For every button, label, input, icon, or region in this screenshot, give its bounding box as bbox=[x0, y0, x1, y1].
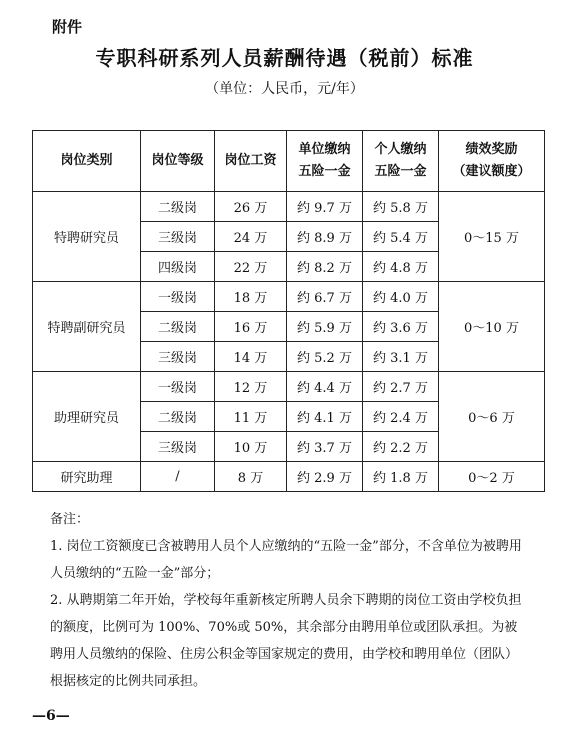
header-category: 岗位类别 bbox=[33, 131, 141, 192]
personal-fee-cell: 约 3.6 万 bbox=[363, 312, 439, 342]
category-cell: 研究助理 bbox=[33, 462, 141, 492]
table-row bbox=[33, 282, 545, 312]
personal-fee-cell: 约 4.8 万 bbox=[363, 252, 439, 282]
personal-fee-cell: 约 2.4 万 bbox=[363, 402, 439, 432]
unit-fee-cell: 约 5.9 万 bbox=[287, 312, 363, 342]
salary-cell: 22 万 bbox=[215, 252, 287, 282]
level-cell: 一级岗 bbox=[141, 282, 215, 312]
level-cell: 二级岗 bbox=[141, 312, 215, 342]
unit-fee-cell: 约 9.7 万 bbox=[287, 192, 363, 222]
bonus-cell: 0～10 万 bbox=[439, 282, 545, 372]
page-number: —6— bbox=[32, 708, 70, 724]
salary-cell: 10 万 bbox=[215, 432, 287, 462]
unit-fee-cell: 约 3.7 万 bbox=[287, 432, 363, 462]
category-cell: 特聘研究员 bbox=[33, 192, 141, 282]
salary-cell: 24 万 bbox=[215, 222, 287, 252]
salary-table bbox=[32, 130, 545, 492]
personal-fee-cell: 约 2.7 万 bbox=[363, 372, 439, 402]
bonus-cell: 0～15 万 bbox=[439, 192, 545, 282]
document-subtitle: （单位：人民币，元/年） bbox=[205, 81, 364, 97]
bonus-cell: 0～2 万 bbox=[439, 462, 545, 492]
header-unit-fee: 单位缴纳 五险一金 bbox=[287, 131, 363, 192]
personal-fee-cell: 约 4.0 万 bbox=[363, 282, 439, 312]
level-cell: 二级岗 bbox=[141, 402, 215, 432]
level-cell: 四级岗 bbox=[141, 252, 215, 282]
level-cell: 一级岗 bbox=[141, 372, 215, 402]
table-row bbox=[33, 372, 545, 402]
header-personal-fee: 个人缴纳 五险一金 bbox=[363, 131, 439, 192]
unit-fee-cell: 约 8.9 万 bbox=[287, 222, 363, 252]
note-item-1: 1. 岗位工资额度已含被聘用人员个人应缴纳的“五险一金”部分，不含单位为被聘用人员缴纳的“五险一金”部分； bbox=[50, 539, 522, 581]
table-header-row bbox=[33, 131, 545, 192]
personal-fee-cell: 约 3.1 万 bbox=[363, 342, 439, 372]
salary-cell: 18 万 bbox=[215, 282, 287, 312]
table-row bbox=[33, 462, 545, 492]
level-cell: / bbox=[141, 462, 215, 492]
attachment-label: 附件 bbox=[52, 18, 83, 36]
bonus-cell: 0～6 万 bbox=[439, 372, 545, 462]
salary-cell: 11 万 bbox=[215, 402, 287, 432]
notes-label: 备注： bbox=[50, 512, 90, 527]
category-cell: 助理研究员 bbox=[33, 372, 141, 462]
header-bonus: 绩效奖励 （建议额度） bbox=[439, 131, 545, 192]
personal-fee-cell: 约 2.2 万 bbox=[363, 432, 439, 462]
salary-cell: 8 万 bbox=[215, 462, 287, 492]
unit-fee-cell: 约 4.1 万 bbox=[287, 402, 363, 432]
unit-fee-cell: 约 2.9 万 bbox=[287, 462, 363, 492]
personal-fee-cell: 约 5.4 万 bbox=[363, 222, 439, 252]
personal-fee-cell: 约 1.8 万 bbox=[363, 462, 439, 492]
unit-fee-cell: 约 4.4 万 bbox=[287, 372, 363, 402]
note-item-2: 2. 从聘期第二年开始，学校每年重新核定所聘人员余下聘期的岗位工资由学校负担的额度，比例可为 100%、70%或 50%，其余部分由聘用单位或团队承担。为被聘用人员缴纳的保险、住房公积金等国家规定的费用，由学校和聘用单位（团队）根据核定的比例共同承担。 bbox=[50, 593, 522, 689]
salary-cell: 14 万 bbox=[215, 342, 287, 372]
level-cell: 三级岗 bbox=[141, 432, 215, 462]
salary-cell: 16 万 bbox=[215, 312, 287, 342]
header-level: 岗位等级 bbox=[141, 131, 215, 192]
personal-fee-cell: 约 5.8 万 bbox=[363, 192, 439, 222]
document-title: 专职科研系列人员薪酬待遇（税前）标准 bbox=[95, 46, 474, 70]
level-cell: 二级岗 bbox=[141, 192, 215, 222]
level-cell: 三级岗 bbox=[141, 342, 215, 372]
table-row bbox=[33, 192, 545, 222]
category-cell: 特聘副研究员 bbox=[33, 282, 141, 372]
level-cell: 三级岗 bbox=[141, 222, 215, 252]
unit-fee-cell: 约 5.2 万 bbox=[287, 342, 363, 372]
salary-cell: 26 万 bbox=[215, 192, 287, 222]
header-salary: 岗位工资 bbox=[215, 131, 287, 192]
salary-cell: 12 万 bbox=[215, 372, 287, 402]
unit-fee-cell: 约 6.7 万 bbox=[287, 282, 363, 312]
unit-fee-cell: 约 8.2 万 bbox=[287, 252, 363, 282]
notes-section bbox=[50, 506, 530, 695]
